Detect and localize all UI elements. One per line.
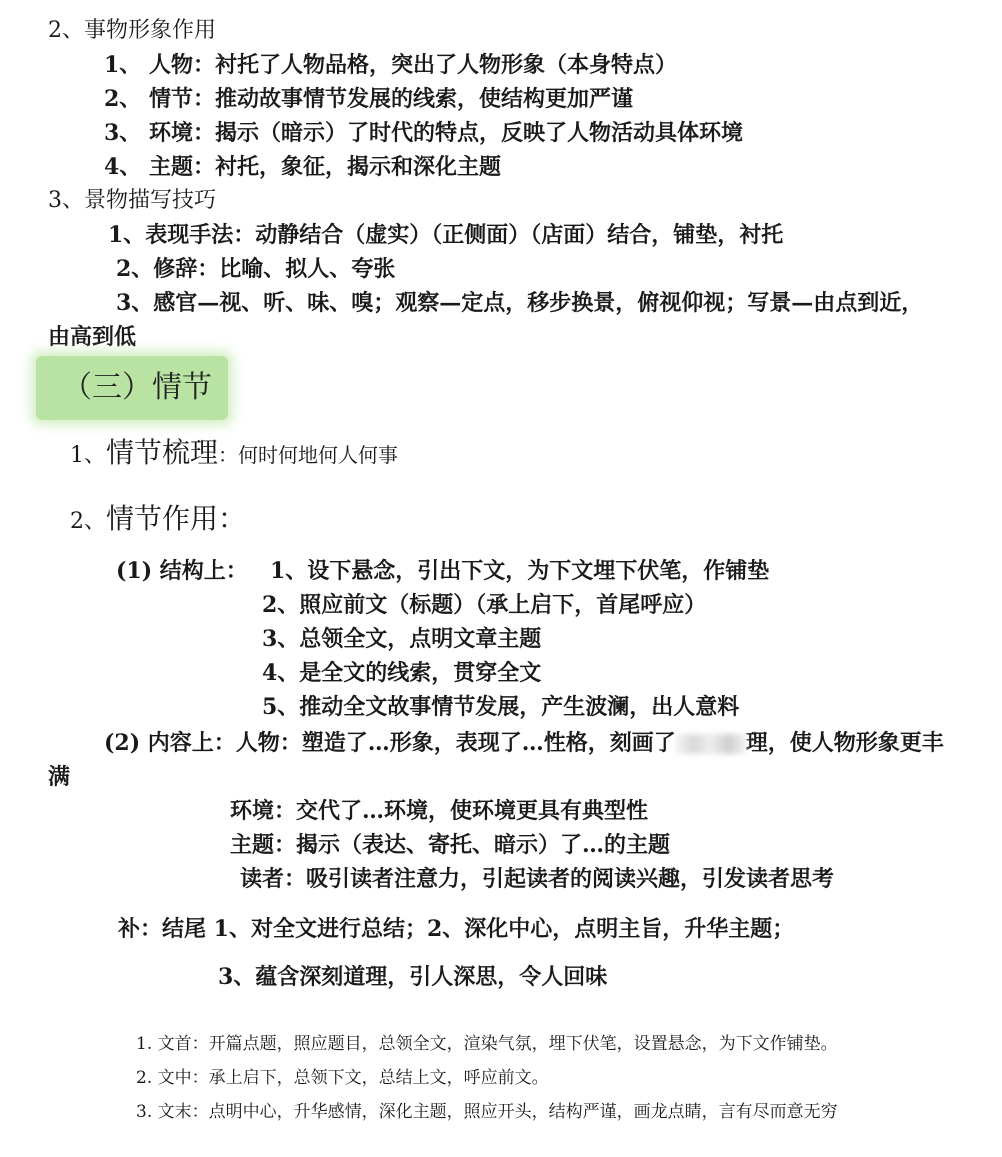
sec2-item-3: 3、 环境：揭示（暗示）了时代的特点，反映了人物活动具体环境 bbox=[104, 120, 743, 146]
sec3-item-3-cont: 由高到低 bbox=[48, 324, 137, 350]
content-item-environment: 环境：交代了…环境，使环境更具有典型性 bbox=[230, 798, 649, 824]
structure-item-1: 1、设下悬念，引出下文，为下文埋下伏笔，作铺垫 bbox=[270, 558, 770, 584]
structure-item-5: 5、推动全文故事情节发展，产生波澜，出人意料 bbox=[262, 694, 740, 720]
plot-item-1-label: 情节梳理 bbox=[106, 436, 219, 469]
sec3-item-3: 3、感官—视、听、味、嗅；观察—定点，移步换景，俯视仰视；写景—由点到近， bbox=[116, 290, 924, 316]
sec3-item-2: 2、修辞：比喻、拟人、夸张 bbox=[116, 256, 396, 282]
section-title-2: 2、事物形象作用 bbox=[48, 18, 216, 43]
section-heading-plot: （三）情节 bbox=[62, 370, 212, 405]
content-line-1b: 理，使人物形象更丰 bbox=[745, 730, 944, 756]
structure-label: (1) 结构上： bbox=[116, 558, 248, 584]
plot-item-2-num: 2、 bbox=[70, 509, 106, 534]
plot-item-1 bbox=[70, 438, 398, 471]
structure-item-3: 3、总领全文，点明文章主题 bbox=[262, 626, 542, 652]
structure-item-2: 2、照应前文（标题）（承上启下，首尾呼应） bbox=[262, 592, 707, 618]
structure-item-4: 4、是全文的线索，贯穿全文 bbox=[262, 660, 542, 686]
content-item-reader: 读者：吸引读者注意力，引起读者的阅读兴趣，引发读者思考 bbox=[240, 866, 835, 892]
position-item-1: 1. 文首：开篇点题，照应题目，总领全文，渲染气氛，埋下伏笔，设置悬念，为下文作铺垫。 bbox=[136, 1034, 838, 1054]
position-item-3: 3. 文末：点明中心，升华感情，深化主题，照应开头，结构严谨，画龙点睛，言有尽而意无穷 bbox=[136, 1102, 838, 1122]
content-line-2: 满 bbox=[48, 764, 71, 790]
plot-item-1-text: ：何时何地何人何事 bbox=[218, 443, 399, 467]
supplement-line-1: 补：结尾 1、对全文进行总结；2、深化中心，点明主旨，升华主题； bbox=[118, 916, 795, 942]
plot-item-1-num: 1、 bbox=[70, 443, 106, 468]
sec2-item-1: 1、 人物：衬托了人物品格，突出了人物形象（本身特点） bbox=[104, 52, 677, 78]
blurred-text bbox=[676, 734, 746, 754]
content-item-theme: 主题：揭示（表达、寄托、暗示）了…的主题 bbox=[230, 832, 671, 858]
content-line-1a: (2) 内容上：人物：塑造了…形象，表现了…性格，刻画了 bbox=[104, 730, 676, 756]
sec2-item-4: 4、 主题：衬托，象征，揭示和深化主题 bbox=[104, 154, 501, 180]
content-line-1 bbox=[104, 728, 944, 758]
plot-item-2-label: 情节作用： bbox=[106, 502, 247, 535]
position-item-2: 2. 文中：承上启下，总领下文，总结上文，呼应前文。 bbox=[136, 1068, 549, 1088]
plot-item-2 bbox=[70, 504, 246, 537]
sec3-item-1: 1、表现手法：动静结合（虚实）（正侧面）（店面）结合，铺垫，衬托 bbox=[108, 222, 784, 248]
supplement-line-2: 3、蕴含深刻道理，引人深思，令人回味 bbox=[218, 964, 608, 990]
section-title-3: 3、景物描写技巧 bbox=[48, 188, 216, 213]
sec2-item-2: 2、 情节：推动故事情节发展的线索，使结构更加严谨 bbox=[104, 86, 633, 112]
